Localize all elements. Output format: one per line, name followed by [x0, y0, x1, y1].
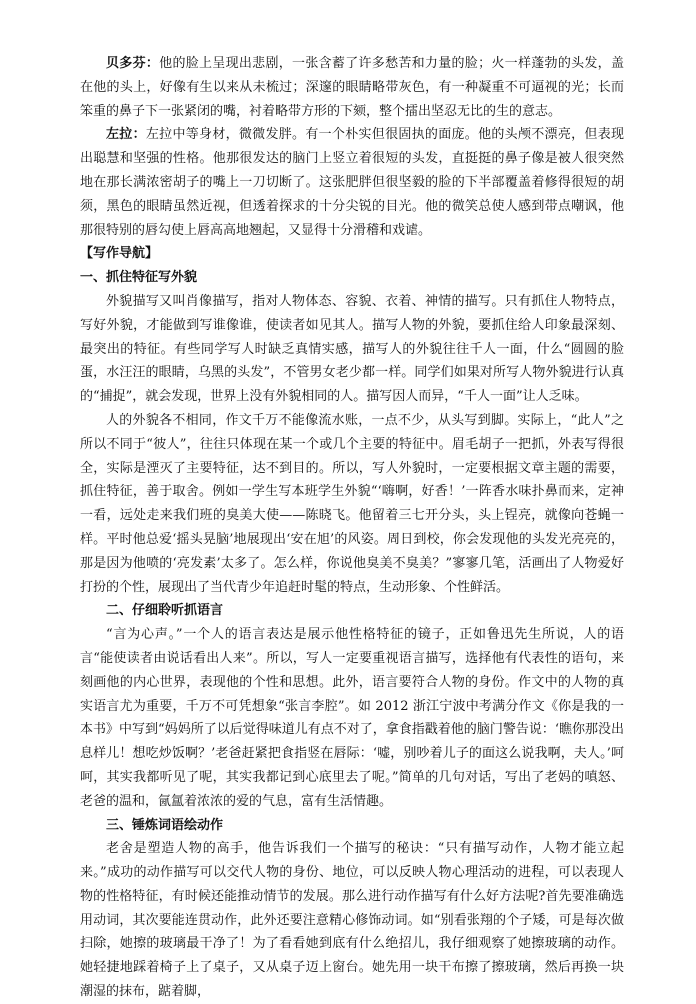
paragraph-appearance-1: 外貌描写又叫肖像描写，指对人物体态、容貌、衣着、神情的描写。只有抓住人物特点，写好外貌，才能做到写谁像谁，使读者如见其人。描写人物的外貌，要抓住给人印象最深刻、最突出的特征。有些同学写人时缺乏真情实感，描写人的外貌往往千人一面，什么“圆圆的脸蛋，水汪汪的眼睛，乌黑的头发”，不管男女老少都一样。同学们如果对所写人物外貌进行认真的“捕捉”，就会发现，世界上没有外貌相同的人。描写因人而异，“千人一面”让人乏味。 — [80, 293, 624, 405]
lead-zola: 左拉： — [106, 127, 146, 143]
heading-action: 三、锤炼词语绘动作 — [106, 817, 224, 833]
paragraph-action: 老舍是塑造人物的高手，他告诉我们一个描写的秘诀：“只有描写动作，人物才能立起来。”成功的动作描写可以交代人物的身份、地位，可以反映人物心理活动的进程，可以表现人物的性格特征，有时候还能推动情节的发展。那么进行动作描写有什么好方法呢?首先要准确选用动词，其次要能连贯动作，此外还要注意精心修饰动词。如“别看张翔的个子矮，可是每次做扫除，她擦的玻璃最干净了！为了看看她到底有什么绝招儿，我仔细观察了她擦玻璃的动作。她轻捷地踩着椅子上了桌子，又从桌子迈上窗台。她先用一块干布擦了擦玻璃，然后再换一块潮湿的抹布，踮着脚， — [80, 841, 624, 1000]
heading-language: 二、仔细聆听抓语言 — [106, 603, 224, 619]
lead-beethoven: 贝多芬： — [106, 56, 160, 71]
heading-appearance: 一、抓住特征写外貌 — [80, 270, 198, 286]
text-zola: 左拉中等身材，微微发胖。有一个朴实但很固执的面庞。他的头颅不漂亮，但表现出聪慧和坚强的性格。他那很发达的脑门上竖立着很短的头发，直挺挺的鼻子像是被人很突然地在那长满浓密胡子的嘴上一刀切断了。这张肥胖但很坚毅的脸的下半部覆盖着修得很短的胡须，黑色的眼睛虽然近视，但透着探求的十分尖锐的目光。他的微笑总使人感到带点嘲讽，他那很特别的唇勾使上唇高高地翘起，又显得十分滑稽和戏谑。 — [80, 127, 624, 238]
section-heading-writing-guide: 【写作导航】 — [80, 246, 159, 262]
paragraph-appearance-2: 人的外貌各不相同，作文千万不能像流水账，一点不少，从头写到脚。实际上，“此人”之所以不同于“彼人”，往往只体现在某一个或几个主要的特征中。眉毛胡子一把抓，外表写得很全，实际是湮灭了主要特征，达不到目的。所以，写人外貌时，一定要根据文章主题的需要，抓住特征，善于取舍。例如一学生写本班学生外貌“‘嗨啊，好香！’一阵香水味扑鼻而来，定神一看，远处走来我们班的臭美大使——陈晓飞。他留着三七开分头，头上锃亮，就像向苍蝇一样。平时他总爱‘摇头晃脑’地展现出‘安在旭’的风姿。周日到校，你会发现他的头发光亮亮的，那是因为他喷的‘亮发素’太多了。怎么样，你说他臭美不臭美？”寥寥几笔，活画出了人物爱好打扮的个性，展现出了当代青少年追赶时髦的特点，生动形象、个性鲜活。 — [80, 412, 624, 595]
paragraph-language: “言为心声。”一个人的语言表达是展示他性格特征的镜子，正如鲁迅先生所说，人的语言“能使读者由说话看出人来”。所以，写人一定要重视语言描写，选择他有代表性的语句，来刻画他的内心世界，表现他的个性和思想。此外，语言要符合人物的身份。作文中的人物的真实语言尤为重要，千万不可凭想象“张言李腔”。如 2012 浙江宁波中考满分作文《你是我的一本书》中写到“妈妈所了以后觉得味道儿有点不对了，拿食指戳着他的脑门警告说：‘瞧你那没出息样儿！想吃炒饭啊？’老爸赶紧把食指竖在唇际：‘嘘，别吵着儿子的面这么说我啊，夫人。’呵呵，其实我都听见了呢，其实我都记到心底里去了呢。”简单的几句对话，写出了老妈的嗔怒、老爸的温和，氤氲着浓浓的爱的气息，富有生活情趣。 — [80, 627, 624, 809]
paragraph-zola — [80, 123, 624, 242]
document-page — [80, 52, 624, 1004]
text-beethoven: 他的脸上呈现出悲剧，一张含蓄了许多愁苦和力量的脸；火一样蓬勃的头发，盖在他的头上，好像有生以来从未梳过；深邃的眼睛略带灰色，有一种凝重不可逼视的光；长而笨重的鼻子下一张紧闭的嘴，衬着略带方形的下颏，整个擂出坚忍无比的生的意志。 — [80, 56, 624, 119]
paragraph-beethoven — [80, 52, 624, 123]
